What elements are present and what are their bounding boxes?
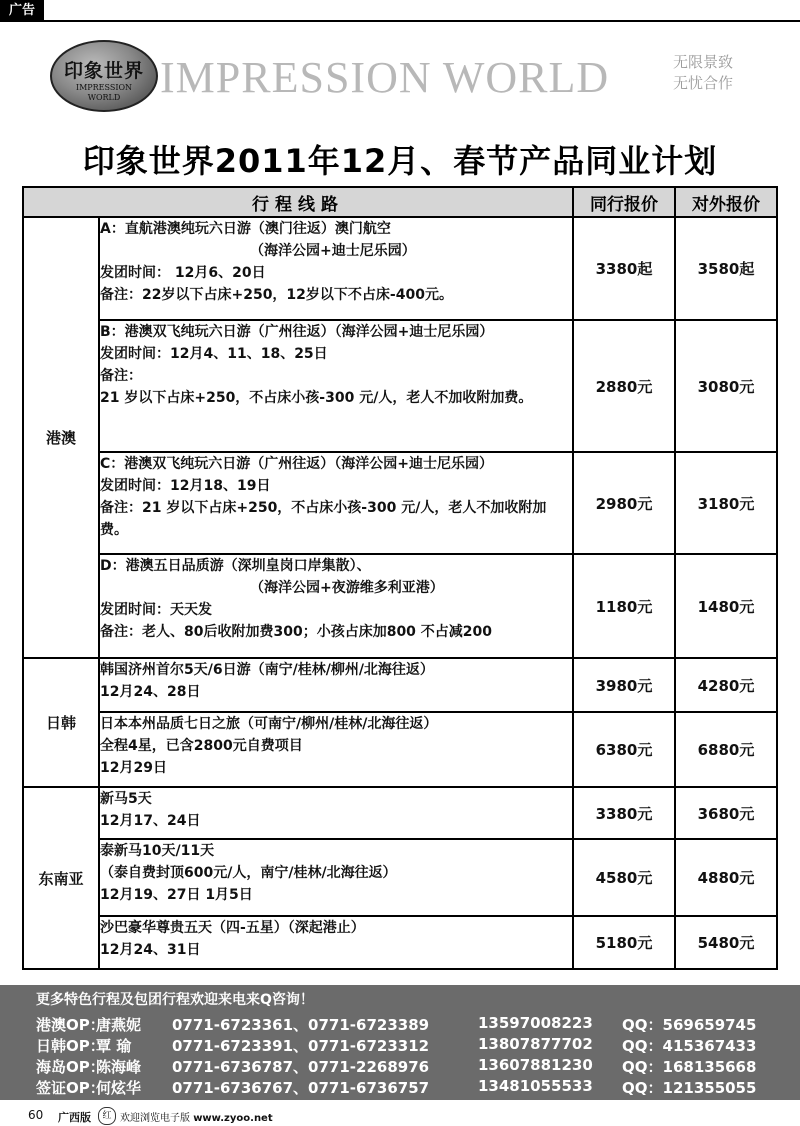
public-price-cell: 3180元 [675, 452, 777, 554]
public-price-cell: 4280元 [675, 658, 777, 712]
route-line: 12月17、24日 [100, 813, 201, 829]
trade-price-cell: 2880元 [573, 320, 675, 452]
header-trade-price: 同行报价 [573, 187, 675, 217]
contact-name: 何炫华 [96, 1079, 142, 1097]
route-cell [99, 712, 573, 787]
contact-role: 海岛OP： [36, 1058, 105, 1076]
trade-price-cell: 3980元 [573, 658, 675, 712]
page-title: 印象世界2011年12月、春节产品同业计划 [82, 142, 718, 180]
route-line: 沙巴豪华尊贵五天（四-五星）（深起港止） [100, 920, 365, 936]
edition-label: 广西版 [58, 1111, 91, 1124]
contact-name: 陈海峰 [96, 1058, 142, 1076]
route-line: （泰自费封顶600元/人，南宁/桂林/北海往返） [100, 865, 397, 881]
route-line: 12月29日 [100, 760, 167, 776]
table-row [23, 658, 777, 712]
brand-banner [0, 22, 800, 122]
header-public-price: 对外报价 [675, 187, 777, 217]
contact-mobile: 13481055533 [478, 1077, 593, 1095]
contact-qq: QQ：569659745 [622, 1016, 757, 1034]
route-line: 备注： [100, 368, 142, 384]
contact-qq: QQ：168135668 [622, 1058, 757, 1076]
route-line: 21 岁以下占床+250，不占床小孩-300 元/人，老人不加收附加费。 [100, 390, 533, 406]
route-line: 备注：22岁以下占床+250，12岁以下不占床-400元。 [100, 287, 453, 303]
route-cell [99, 787, 573, 839]
trade-price-cell: 5180元 [573, 916, 675, 969]
table-row [23, 712, 777, 787]
public-price-cell: 3080元 [675, 320, 777, 452]
route-cell [99, 916, 573, 969]
region-cell: 港澳 [23, 217, 99, 658]
table-header-row [23, 187, 777, 217]
contact-phones: 0771-6723391、0771-6723312 [172, 1037, 430, 1055]
table-row [23, 217, 777, 320]
route-line: 发团时间：12月4、11、18、25日 [100, 346, 328, 362]
contact-footer [0, 985, 800, 1100]
route-line: 发团时间：12月18、19日 [100, 478, 271, 494]
table-row [23, 916, 777, 969]
brand-name-english: IMPRESSION WORLD [160, 53, 610, 102]
route-line: （海洋公园+迪士尼乐园） [250, 243, 416, 259]
contact-mobile: 13597008223 [478, 1014, 593, 1032]
contact-qq: QQ：121355055 [622, 1079, 757, 1097]
route-line: 韩国济州首尔5天/6日游（南宁/桂林/柳州/北海往返） [100, 662, 434, 678]
route-cell [99, 320, 573, 452]
route-line: 备注：老人、80后收附加费300；小孩占床加800 不占减200 [100, 624, 493, 640]
table-row [23, 452, 777, 554]
route-line: 日本本州品质七日之旅（可南宁/柳州/桂林/北海往返） [100, 716, 438, 732]
e-edition-note [120, 1109, 273, 1124]
website-link[interactable]: www.zyoo.net [193, 1113, 273, 1124]
header-route: 行程线路 [23, 187, 573, 217]
slogan-line1: 无限景致 [673, 53, 734, 71]
route-line: 新马5天 [100, 791, 152, 807]
public-price-cell: 4880元 [675, 839, 777, 916]
route-line: 泰新马10天/11天 [100, 843, 215, 859]
trade-price-cell: 3380起 [573, 217, 675, 320]
route-line: B：港澳双飞纯玩六日游（广州往返）（海洋公园+迪士尼乐园） [100, 324, 494, 340]
logo-english-line2: WORLD [87, 93, 121, 102]
public-price-cell: 5480元 [675, 916, 777, 969]
brand-slogan [673, 52, 733, 94]
logo-chinese-text: 印象世界 [63, 60, 144, 82]
contact-name: 唐燕妮 [96, 1016, 142, 1034]
contact-name: 覃 瑜 [96, 1037, 132, 1055]
publisher-logo-icon: 红 [98, 1107, 116, 1125]
route-cell [99, 217, 573, 320]
table-row [23, 787, 777, 839]
route-line: C：港澳双飞纯玩六日游（广州往返）（海洋公园+迪士尼乐园） [100, 456, 494, 472]
trade-price-cell: 3380元 [573, 787, 675, 839]
slogan-line2: 无忧合作 [673, 74, 734, 92]
route-cell [99, 554, 573, 658]
route-line: 全程4星，已含2800元自费项目 [100, 738, 303, 754]
public-price-cell: 1480元 [675, 554, 777, 658]
trade-price-cell: 1180元 [573, 554, 675, 658]
contact-role: 签证OP： [36, 1079, 105, 1097]
contact-mobile: 13807877702 [478, 1035, 593, 1053]
route-line: 备注：21 岁以下占床+250，不占床小孩-300 元/人，老人不加收附加费。 [100, 500, 547, 538]
contact-phones: 0771-6723361、0771-6723389 [172, 1016, 430, 1034]
contact-role: 港澳OP： [36, 1016, 105, 1034]
route-line: 12月24、28日 [100, 684, 201, 700]
route-cell [99, 452, 573, 554]
trade-price-cell: 4580元 [573, 839, 675, 916]
public-price-cell: 6880元 [675, 712, 777, 787]
trade-price-cell: 2980元 [573, 452, 675, 554]
page-number: 60 [28, 1108, 44, 1122]
contact-headline: 更多特色行程及包团行程欢迎来电来Q咨询！ [36, 992, 314, 1008]
e-edition-text: 欢迎浏览电子版 [120, 1113, 190, 1124]
trade-price-cell: 6380元 [573, 712, 675, 787]
ad-label: 广告 [0, 0, 44, 22]
route-line: 12月19、27日 1月5日 [100, 887, 253, 903]
contact-phones: 0771-6736787、0771-2268976 [172, 1058, 430, 1076]
route-cell [99, 839, 573, 916]
route-line: A：直航港澳纯玩六日游（澳门往返）澳门航空 [100, 221, 391, 237]
contact-role: 日韩OP： [36, 1037, 105, 1055]
tour-price-table [22, 186, 778, 970]
route-line: （海洋公园+夜游维多利亚港） [250, 580, 444, 596]
public-price-cell: 3580起 [675, 217, 777, 320]
logo-english-line1: IMPRESSION [75, 83, 133, 92]
route-cell [99, 658, 573, 712]
table-row [23, 839, 777, 916]
region-cell: 东南亚 [23, 787, 99, 969]
contact-phones: 0771-6736767、0771-6736757 [172, 1079, 430, 1097]
route-line: D：港澳五日品质游（深圳皇岗口岸集散）、 [100, 558, 371, 574]
table-row [23, 554, 777, 658]
route-line: 发团时间：天天发 [100, 602, 212, 618]
ad-header-bar [0, 0, 800, 22]
region-cell: 日韩 [23, 658, 99, 787]
contact-qq: QQ：415367433 [622, 1037, 757, 1055]
contact-mobile: 13607881230 [478, 1056, 593, 1074]
page-footer [0, 1104, 800, 1126]
table-row [23, 320, 777, 452]
public-price-cell: 3680元 [675, 787, 777, 839]
brand-logo [50, 40, 158, 112]
route-line: 发团时间： 12月6、20日 [100, 265, 266, 281]
route-line: 12月24、31日 [100, 942, 201, 958]
